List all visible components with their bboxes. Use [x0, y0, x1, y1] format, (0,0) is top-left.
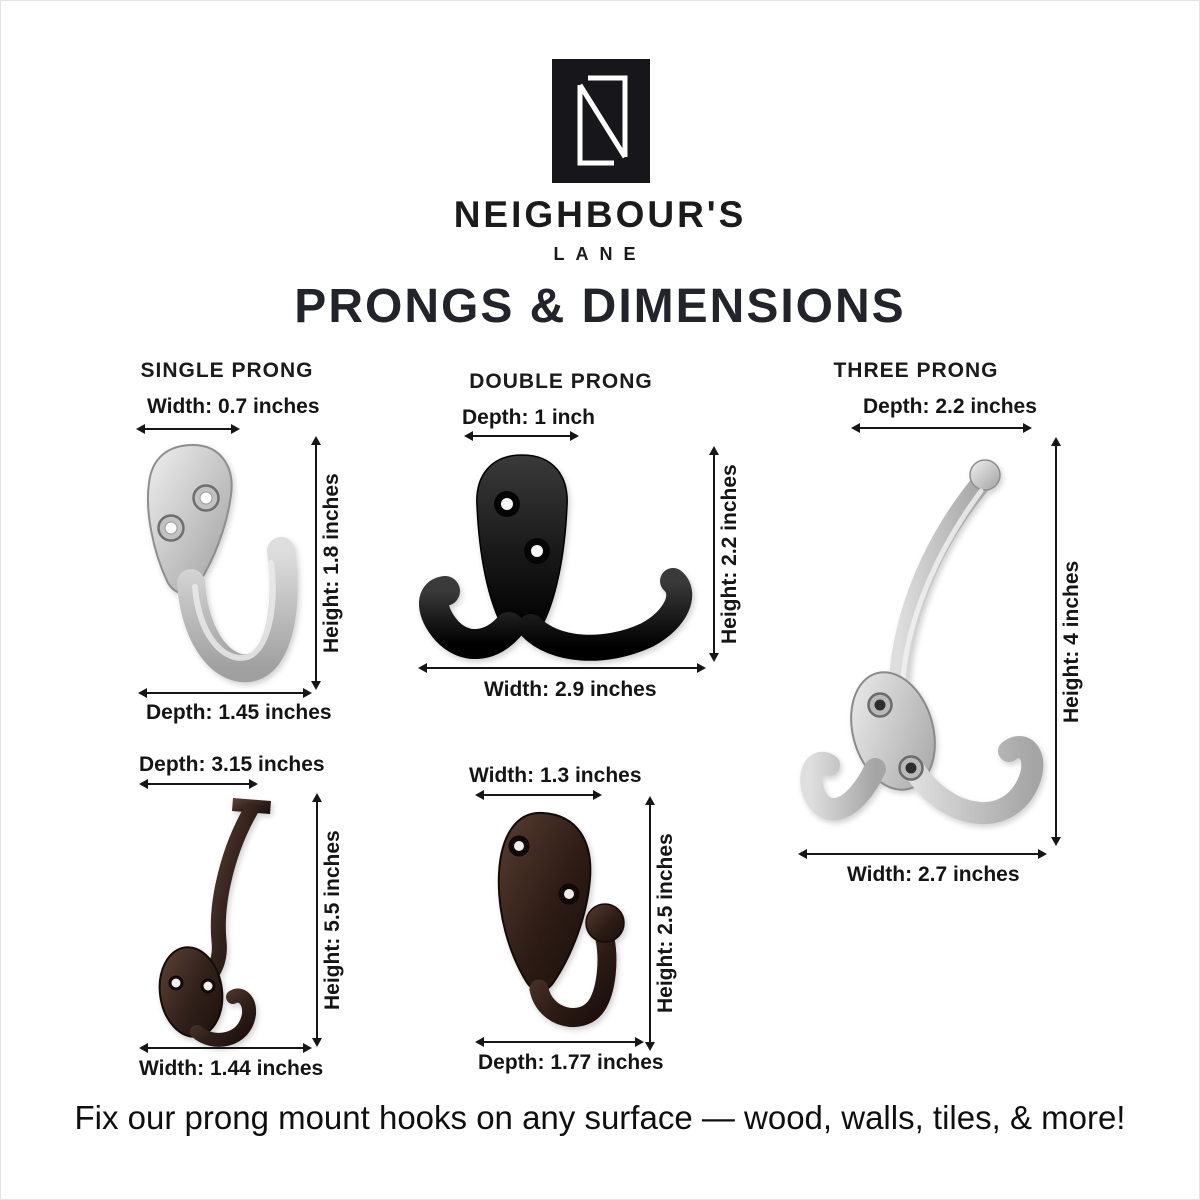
robe-hook-depth-arrow [483, 1041, 636, 1043]
three-prong-hook-illustration [799, 439, 1047, 849]
brand-name: NEIGHBOUR'S [453, 194, 747, 235]
single-prong-hook-illustration [139, 441, 301, 687]
three-prong-width-arrow [806, 853, 1039, 855]
brand-monogram-icon [552, 59, 650, 183]
coat-hook-height-label: Height: 5.5 inches [321, 830, 344, 1010]
robe-hook-height-line [649, 804, 651, 1043]
coat-hook-depth-label: Depth: 3.15 inches [139, 753, 325, 776]
robe-hook-width-label: Width: 1.3 inches [469, 764, 642, 787]
three-prong-depth-label: Depth: 2.2 inches [863, 395, 1037, 418]
coat-hook-width-label: Width: 1.44 inches [139, 1057, 324, 1080]
coat-hook-width-arrow [147, 1047, 304, 1049]
double-prong-hook-illustration [419, 451, 706, 661]
double-prong-depth-label: Depth: 1 inch [462, 406, 596, 429]
double-prong-depth-arrow [472, 435, 571, 437]
single-robe-hook-illustration [487, 807, 639, 1039]
robe-hook-height-label: Height: 2.5 inches [654, 833, 677, 1014]
double-prong-height-line [713, 454, 715, 654]
coat-hook-height-line [316, 801, 318, 1039]
robe-hook-width-arrow [483, 794, 594, 796]
three-prong-width-label: Width: 2.7 inches [847, 863, 1020, 886]
coat-hook-illustration [153, 796, 283, 1051]
single-prong-depth-arrow [146, 692, 304, 694]
single-prong-height-label: Height: 1.8 inches [320, 473, 343, 653]
single-prong-width-label: Width: 0.7 inches [147, 395, 320, 418]
section-header-single-prong: SINGLE PRONG [140, 359, 314, 382]
double-prong-height-label: Height: 2.2 inches [718, 464, 741, 644]
section-header-double-prong: DOUBLE PRONG [469, 370, 653, 393]
coat-hook-depth-arrow [147, 783, 250, 785]
footer-caption: Fix our prong mount hooks on any surface — wood, walls, tiles, & more! [74, 1099, 1126, 1136]
single-prong-depth-label: Depth: 1.45 inches [146, 701, 332, 724]
single-prong-width-arrow [144, 428, 232, 430]
brand-subname: LANE [553, 244, 647, 264]
double-prong-width-label: Width: 2.9 inches [484, 678, 657, 701]
page-title: PRONGS & DIMENSIONS [294, 280, 906, 333]
double-prong-width-arrow [426, 667, 698, 669]
robe-hook-depth-label: Depth: 1.77 inches [478, 1051, 664, 1074]
three-prong-depth-arrow [859, 427, 1024, 429]
three-prong-height-line [1055, 445, 1057, 838]
section-header-three-prong: THREE PRONG [833, 359, 999, 382]
three-prong-height-label: Height: 4 inches [1060, 560, 1083, 723]
single-prong-height-line [315, 444, 317, 682]
